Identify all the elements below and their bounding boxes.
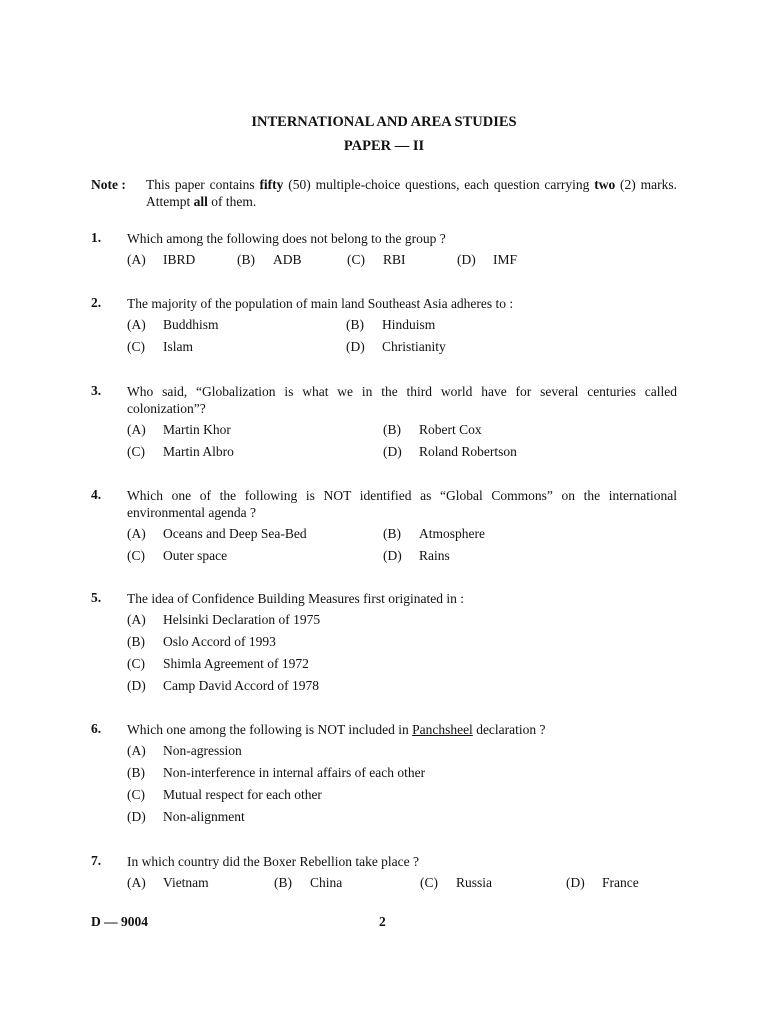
option-b[interactable]: (B) Robert Cox [383, 422, 482, 437]
question-6 [91, 721, 677, 831]
option-c[interactable]: (C) Russia [420, 875, 493, 890]
question-3 [91, 383, 677, 461]
option-c[interactable]: (C) Shimla Agreement of 1972 [127, 656, 309, 671]
options [127, 612, 677, 700]
option-c[interactable]: (C) Mutual respect for each other [127, 787, 322, 802]
option-a[interactable]: (A) Helsinki Declaration of 1975 [127, 612, 321, 627]
question-5 [91, 590, 677, 700]
question-4 [91, 487, 677, 565]
question-number: 6. [91, 721, 102, 736]
options [127, 526, 677, 565]
note-label: Note : [91, 177, 126, 192]
option-d[interactable]: (D) Roland Robertson [383, 444, 517, 459]
options [127, 422, 677, 461]
option-d[interactable]: (D) Camp David Accord of 1978 [127, 678, 319, 693]
instructions-note [91, 176, 677, 210]
option-d[interactable]: (D) Rains [383, 548, 450, 563]
page-number: 2 [379, 914, 386, 929]
underlined-term: Panchsheel [412, 722, 473, 737]
question-number: 1. [91, 230, 102, 245]
option-b[interactable]: (B) Atmosphere [383, 526, 485, 541]
options [127, 875, 677, 892]
option-b[interactable]: (B) ADB [237, 252, 302, 267]
option-a[interactable]: (A) Martin Khor [127, 422, 231, 437]
options [127, 317, 677, 356]
option-a[interactable]: (A) Non-agression [127, 743, 242, 758]
question-7 [91, 853, 677, 892]
option-a[interactable]: (A) IBRD [127, 252, 196, 267]
option-b[interactable]: (B) China [274, 875, 343, 890]
question-text: The majority of the population of main land Southeast Asia adheres to : [127, 296, 514, 311]
option-d[interactable]: (D) Christianity [346, 339, 446, 354]
option-a[interactable]: (A) Oceans and Deep Sea-Bed [127, 526, 307, 541]
question-text: In which country did the Boxer Rebellion take place ? [127, 854, 420, 869]
option-c[interactable]: (C) Outer space [127, 548, 228, 563]
question-number: 5. [91, 590, 102, 605]
option-a[interactable]: (A) Vietnam [127, 875, 209, 890]
option-d[interactable]: (D) Non-alignment [127, 809, 245, 824]
options [127, 252, 677, 269]
option-b[interactable]: (B) Non-interference in internal affairs of each other [127, 765, 426, 780]
question-text: Who said, “Globalization is what we in the third world have for several centuries called colonization”? [127, 384, 677, 416]
option-c[interactable]: (C) Martin Albro [127, 444, 234, 459]
question-number: 3. [91, 383, 102, 398]
option-c[interactable]: (C) RBI [347, 252, 406, 267]
option-b[interactable]: (B) Hinduism [346, 317, 436, 332]
option-c[interactable]: (C) Islam [127, 339, 193, 354]
paper-code: D — 9004 [91, 914, 148, 929]
question-1 [91, 230, 677, 269]
question-text: Which one of the following is NOT identified as “Global Commons” on the international environmental agenda ? [127, 488, 677, 520]
option-d[interactable]: (D) France [566, 875, 639, 890]
question-text: Which one among the following is NOT included in Panchsheel declaration ? [127, 722, 546, 737]
question-number: 2. [91, 295, 102, 310]
option-b[interactable]: (B) Oslo Accord of 1993 [127, 634, 276, 649]
option-d[interactable]: (D) IMF [457, 252, 518, 267]
option-a[interactable]: (A) Buddhism [127, 317, 219, 332]
question-number: 7. [91, 853, 102, 868]
page-title: INTERNATIONAL AND AREA STUDIES [251, 114, 517, 130]
question-2 [91, 295, 677, 356]
paper-number: PAPER — II [343, 138, 425, 154]
question-text: The idea of Confidence Building Measures first originated in : [127, 591, 465, 606]
options [127, 743, 677, 831]
question-number: 4. [91, 487, 102, 502]
question-text: Which among the following does not belong to the group ? [127, 231, 446, 246]
note-text: This paper contains fifty (50) multiple-choice questions, each question carrying two (2) marks. Attempt all of them. [146, 177, 677, 209]
